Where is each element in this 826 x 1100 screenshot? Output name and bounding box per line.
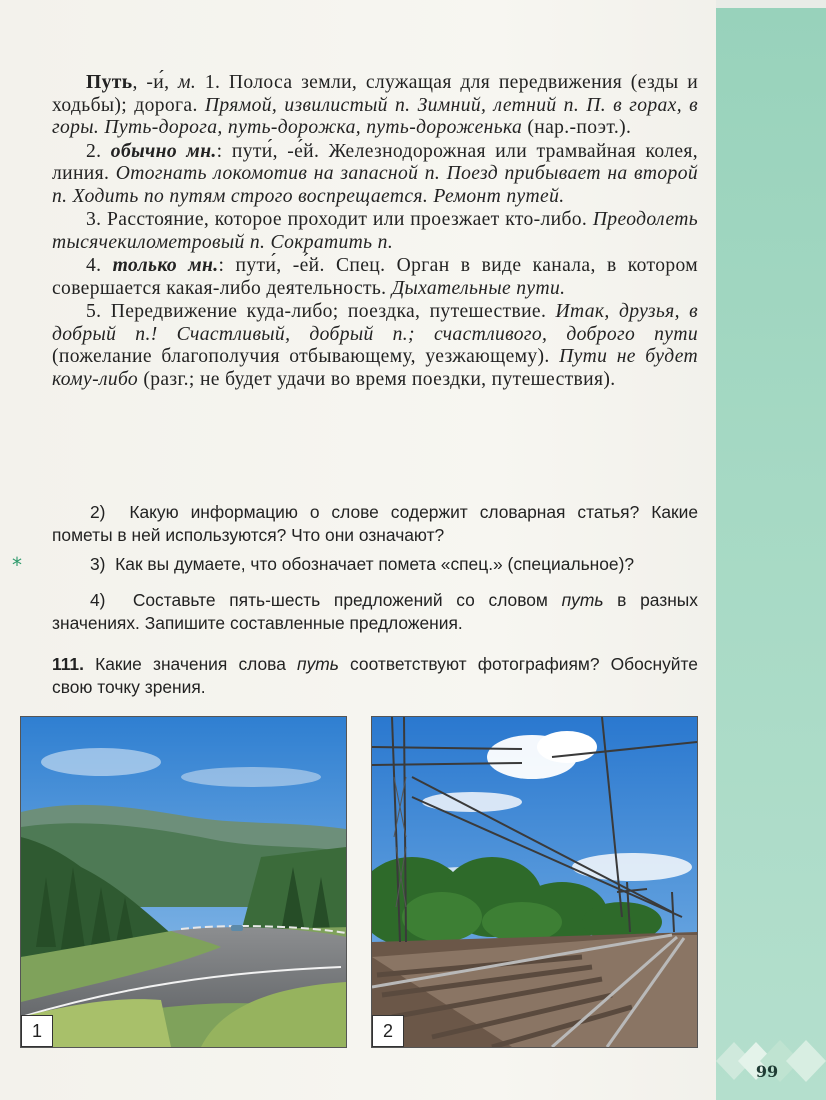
sense-4: 4. только мн.: пути́, -е́й. Спец. Орган в виде канала, в котором совершается какая-либо деятельность. Дыхательные пути. bbox=[52, 255, 699, 299]
task-111: 111. Какие значения слова путь соответствуют фотографиям? Обоснуйте свою точку зрения. bbox=[52, 654, 698, 697]
headword: Путь bbox=[86, 72, 133, 93]
star-marker-icon: * bbox=[12, 553, 22, 577]
question-4: 4) Составьте пять-шесть предложений со словом путь в разных значениях. Запишите составленные предложения. bbox=[52, 590, 699, 633]
dictionary-entry bbox=[52, 72, 698, 392]
green-side-band bbox=[716, 8, 826, 1100]
sense-2: 2. обычно мн.: пути́, -е́й. Железнодорожная или трамвайная колея, линия. Отогнать локомотив на запасной п. Поезд прибывает на второй п. Ходить по путям строго воспрещается. Ремонт путей. bbox=[52, 140, 698, 207]
photo-railway bbox=[371, 716, 698, 1048]
railway-image bbox=[372, 717, 697, 1047]
photo-1-label: 1 bbox=[21, 1015, 53, 1047]
sense-1: Путь, -и́, м. 1. Полоса земли, служащая для передвижения (езды и ходьбы); дорога. Прямой, извилистый п. Зимний, летний п. П. в горах, в горы. Путь-дорога, путь-дорожка, путь-дороженька (нар.-поэт.). bbox=[52, 72, 699, 138]
corner-diamond-ornament bbox=[716, 1022, 826, 1100]
photo-2-label: 2 bbox=[372, 1015, 404, 1047]
page-number: 99 bbox=[755, 1062, 779, 1081]
question-3: 3) Как вы думаете, что обозначает помета «спец.» (специальное)? bbox=[90, 554, 635, 574]
question-2: 2) Какую информацию о слове содержит словарная статья? Какие пометы в ней используются? Что они означают? bbox=[52, 502, 698, 545]
sense-5: 5. Передвижение куда-либо; поездка, путешествие. Итак, друзья, в добрый п.! Счастливый, добрый п.; счастливого, доброго пути (пожелание благополучия отбывающему, уезжающему). Пути не будет кому-либо (разг.; не будет удачи во время поездки, путешествия). bbox=[52, 301, 699, 390]
photo-mountain-road bbox=[20, 716, 347, 1048]
mountain-road-image bbox=[21, 717, 346, 1047]
sense-3: 3. Расстояние, которое проходит или проезжает кто-либо. Преодолеть тысячекилометровый п. Сократить п. bbox=[52, 209, 698, 253]
